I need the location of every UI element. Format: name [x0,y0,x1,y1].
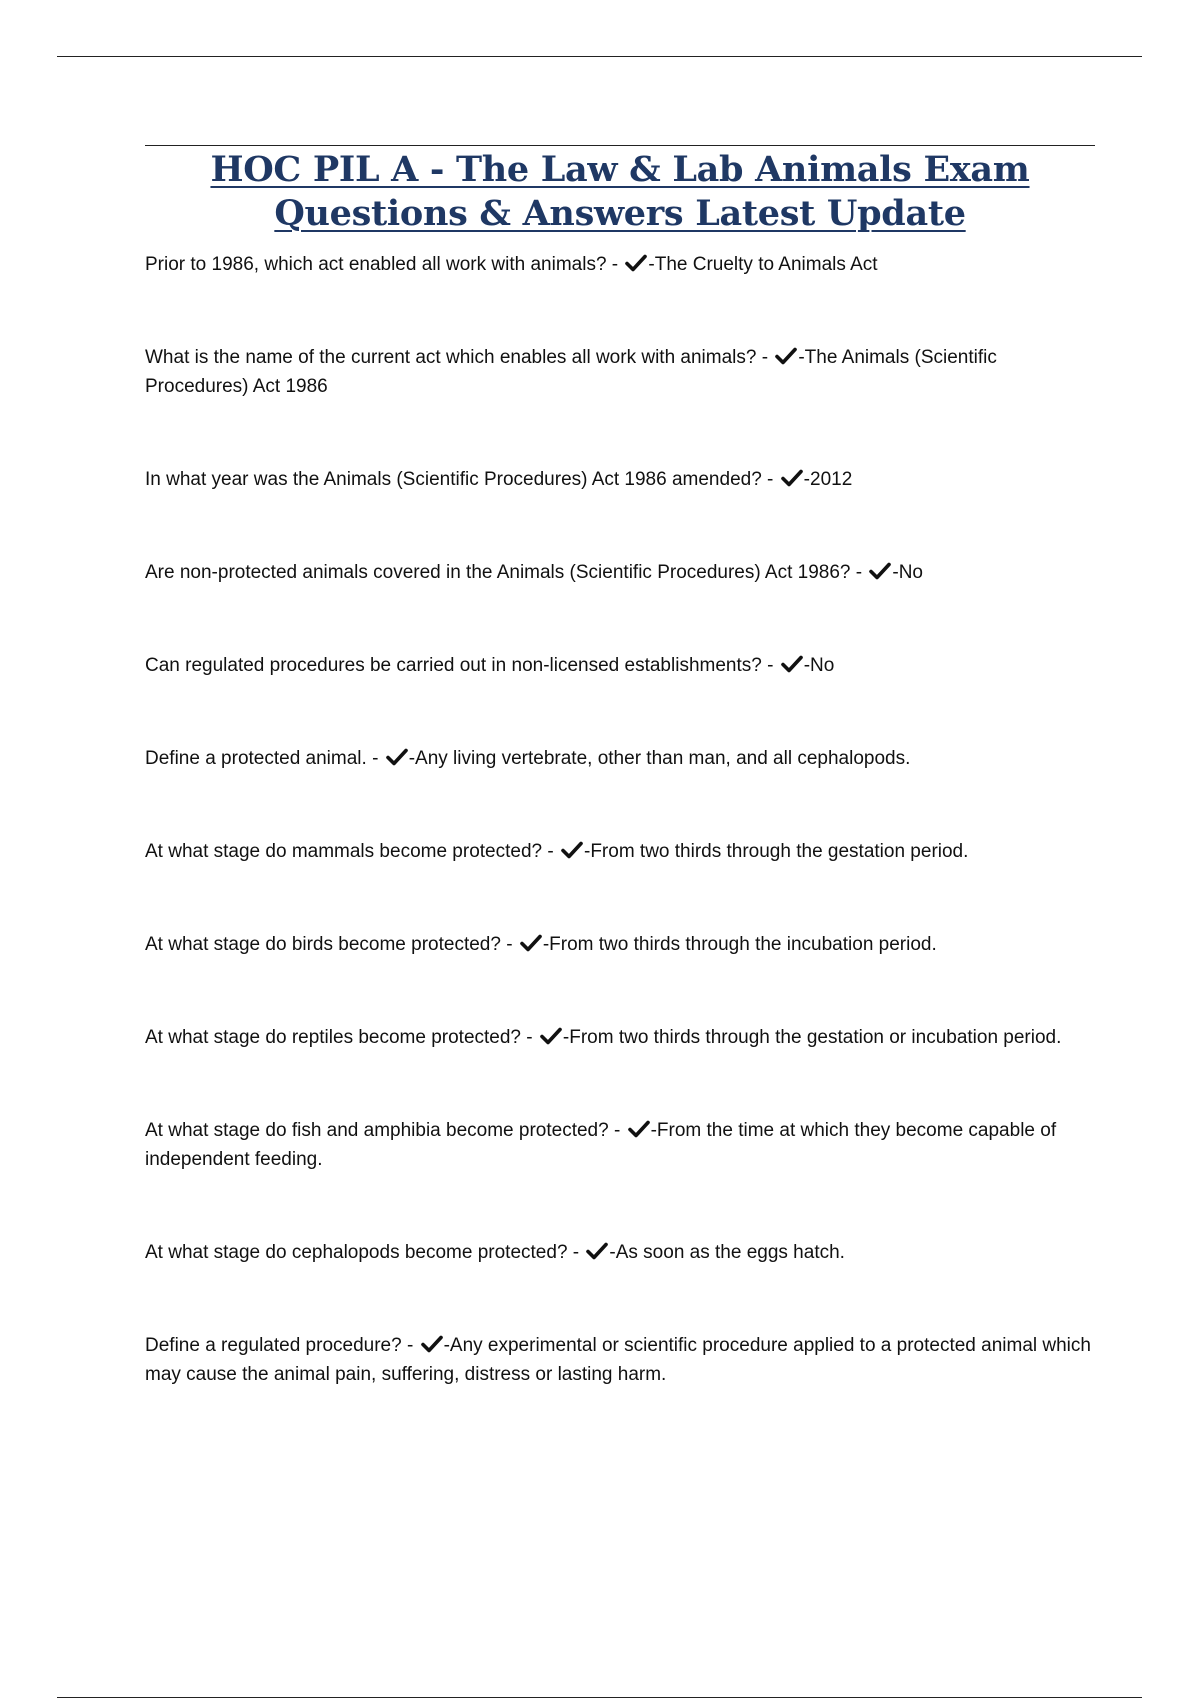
question-text: Are non-protected animals covered in the Animals (Scientific Procedures) Act 1986? [145,562,851,583]
document-body [145,145,1095,1389]
answer-text: From two thirds through the incubation period. [549,934,937,955]
answer-text: As soon as the eggs hatch. [615,1242,845,1263]
separator: - [761,469,779,490]
question-text: Prior to 1986, which act enabled all work with animals? [145,254,607,275]
separator: - [521,1027,538,1048]
answer-prefix: - [583,841,591,862]
separator: - [542,841,559,862]
separator: - [761,655,779,676]
answer-prefix: - [650,1120,657,1141]
question-text: At what stage do reptiles become protected? [145,1027,522,1048]
check-icon [781,655,803,673]
question-text: At what stage do mammals become protected? [145,841,543,862]
qa-item [145,1238,1095,1267]
check-icon [625,254,647,272]
answer-text: No [898,562,923,583]
page-top-rule [57,56,1142,57]
answer-prefix: - [562,1027,570,1048]
qa-item [145,651,1095,680]
qa-item [145,558,1095,587]
check-icon [775,347,797,365]
answer-prefix: - [542,934,550,955]
check-icon [561,841,583,859]
answer-prefix: - [443,1335,450,1356]
answer-text: From two thirds through the gestation or incubation period. [569,1027,1062,1048]
separator: - [608,1120,626,1141]
check-icon [540,1027,562,1045]
answer-prefix: - [648,254,655,275]
answer-text: Any living vertebrate, other than man, and all cephalopods. [415,748,911,769]
check-icon [628,1120,650,1138]
answer-text: Any experimental or scientific procedure applied to a protected animal which may cause the animal pain, suffering, distress or lasting harm. [145,1335,1091,1385]
answer-prefix: - [803,469,810,490]
question-text: At what stage do birds become protected? [145,934,501,955]
answer-prefix: - [609,1242,616,1263]
qa-list [145,250,1095,1389]
qa-item [145,837,1095,866]
answer-prefix: - [803,655,811,676]
check-icon [869,562,891,580]
check-icon [386,748,408,766]
question-text: At what stage do cephalopods become protected? [145,1242,568,1263]
question-text: Define a regulated procedure? [145,1335,402,1356]
question-text: What is the name of the current act which enables all work with animals? [145,347,757,368]
qa-item [145,744,1095,773]
answer-text: 2012 [810,469,853,490]
answer-prefix: - [798,347,805,368]
qa-item [145,1116,1095,1174]
separator: - [850,562,868,583]
check-icon [520,934,542,952]
separator: - [606,254,624,275]
answer-text: From two thirds through the gestation period. [590,841,969,862]
answer-prefix: - [892,562,899,583]
qa-item [145,250,1095,279]
title-rule [145,145,1095,146]
separator: - [401,1335,419,1356]
qa-item [145,1023,1095,1052]
answer-prefix: - [408,748,416,769]
question-text: Can regulated procedures be carried out in non-licensed establishments? [145,655,762,676]
question-text: Define a protected animal. [145,748,367,769]
qa-item [145,1331,1095,1389]
answer-text: The Cruelty to Animals Act [654,254,878,275]
check-icon [781,469,803,487]
separator: - [567,1242,585,1263]
qa-item [145,930,1095,959]
page-bottom-rule [57,1697,1142,1698]
separator: - [756,347,774,368]
check-icon [421,1335,443,1353]
document-title: HOC PIL A - The Law & Lab Animals Exam Questions & Answers Latest Update [210,149,1030,234]
qa-item [145,343,1095,401]
separator: - [366,748,384,769]
question-text: In what year was the Animals (Scientific Procedures) Act 1986 amended? [145,469,762,490]
answer-text: No [810,655,835,676]
qa-item [145,465,1095,494]
answer-text: From the time at which they become capable of independent feeding. [145,1120,1057,1170]
answer-text: The Animals (Scientific Procedures) Act 1986 [145,347,997,397]
check-icon [586,1242,608,1260]
question-text: At what stage do fish and amphibia become protected? [145,1120,609,1141]
separator: - [500,934,518,955]
